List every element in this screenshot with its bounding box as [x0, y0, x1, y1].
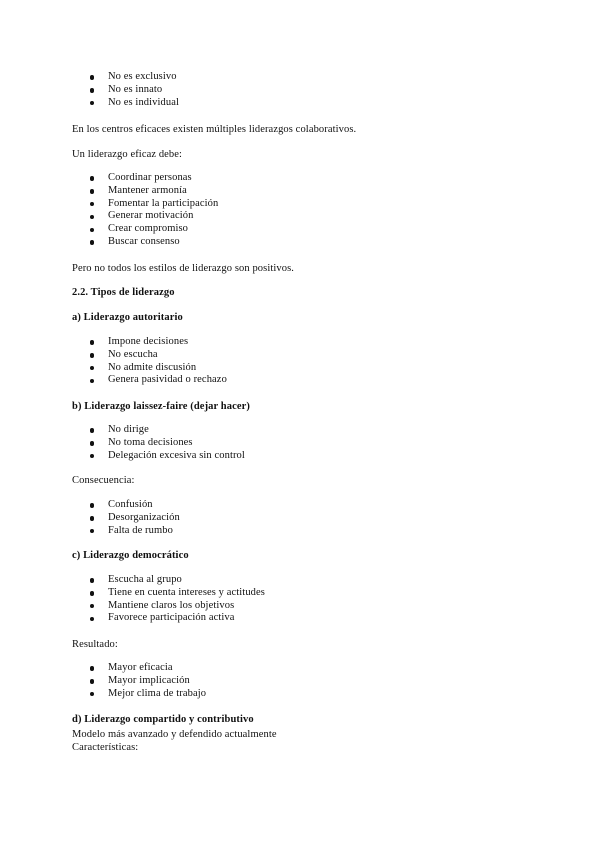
label-resultado: Resultado: [72, 639, 118, 650]
heading-autoritario: a) Liderazgo autoritario [72, 312, 183, 323]
paragraph-debe: Un liderazgo eficaz debe: [72, 149, 183, 160]
list-item: No es individual [0, 97, 600, 110]
list-item: No es innato [0, 84, 600, 97]
heading-laissez-faire: b) Liderazgo laissez-faire (dejar hacer) [72, 401, 250, 412]
list-liderazgo-debe [0, 172, 600, 249]
list-laissez-faire [0, 424, 600, 462]
list-item: Coordinar personas [0, 172, 600, 185]
list-resultado [0, 662, 600, 700]
list-item: Impone decisiones [0, 336, 600, 349]
paragraph-no-todos: Pero no todos los estilos de liderazgo son positivos. [72, 263, 294, 274]
label-consecuencia: Consecuencia: [72, 475, 135, 486]
list-item: Mayor eficacia [0, 662, 600, 675]
list-democratico [0, 574, 600, 625]
list-item: Crear compromiso [0, 223, 600, 236]
list-item: No dirige [0, 424, 600, 437]
list-item: No toma decisiones [0, 437, 600, 450]
list-item: Generar motivación [0, 210, 600, 223]
list-item: Delegación excesiva sin control [0, 450, 600, 463]
list-item: Mayor implicación [0, 675, 600, 688]
paragraph-centros: En los centros eficaces existen múltiples liderazgos colaborativos. [72, 124, 357, 135]
list-not-exclusive [0, 71, 600, 109]
list-item: Mantiene claros los objetivos [0, 600, 600, 613]
list-autoritario [0, 336, 600, 387]
list-item: Buscar consenso [0, 236, 600, 249]
list-item: Mantener armonía [0, 185, 600, 198]
list-item: Genera pasividad o rechazo [0, 374, 600, 387]
list-item: Confusión [0, 499, 600, 512]
list-item: No escucha [0, 349, 600, 362]
list-item: Tiene en cuenta intereses y actitudes [0, 587, 600, 600]
heading-tipos-liderazgo: 2.2. Tipos de liderazgo [72, 287, 175, 298]
list-item: Desorganización [0, 512, 600, 525]
heading-democratico: c) Liderazgo democrático [72, 550, 189, 561]
list-consecuencia [0, 499, 600, 537]
list-item: Fomentar la participación [0, 198, 600, 211]
list-item: Escucha al grupo [0, 574, 600, 587]
label-caracteristicas: Características: [72, 742, 139, 753]
list-item: No es exclusivo [0, 71, 600, 84]
heading-compartido: d) Liderazgo compartido y contributivo [72, 714, 254, 725]
list-item: Mejor clima de trabajo [0, 688, 600, 701]
list-item: Falta de rumbo [0, 525, 600, 538]
list-item: No admite discusión [0, 362, 600, 375]
list-item: Favorece participación activa [0, 612, 600, 625]
paragraph-modelo: Modelo más avanzado y defendido actualmente [72, 729, 277, 740]
